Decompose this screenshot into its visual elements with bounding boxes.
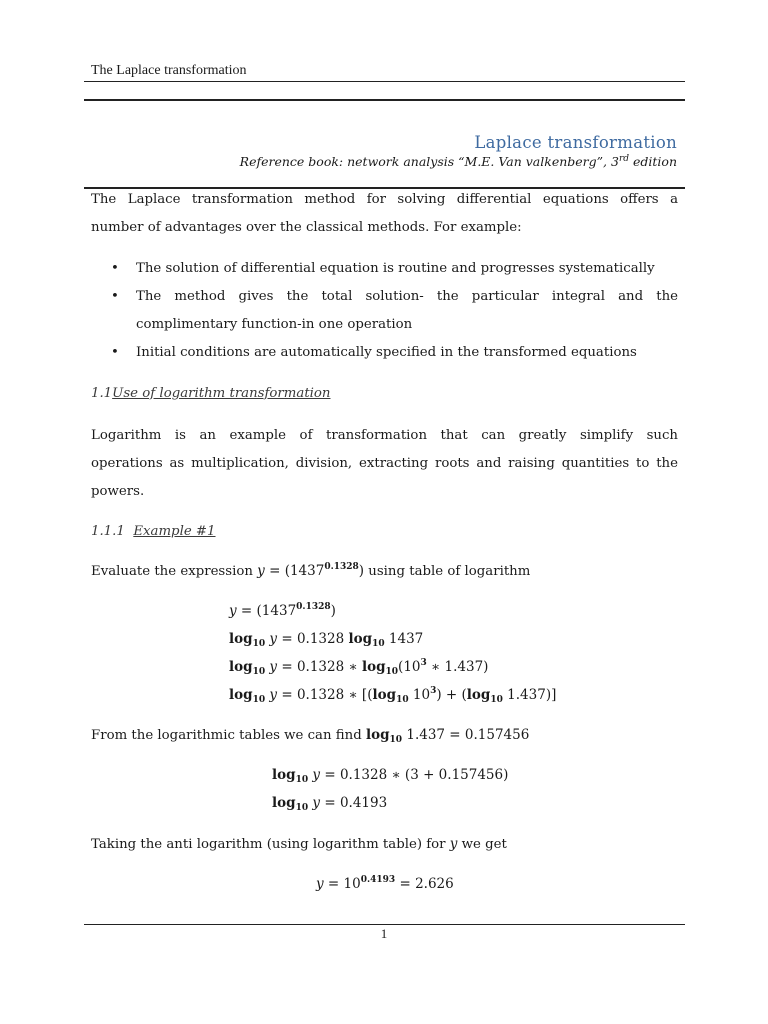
example-statement: Evaluate the expression $y = (1437^{0.1328})$ using table of logarithm [91,562,531,579]
bullet-icon: • [111,345,119,360]
document-title: Laplace transformation [474,133,677,152]
header-rule-thick [84,99,685,101]
list-item: • Initial conditions are automatically specified in the transformed equations [91,339,678,367]
header-rule-thin [84,81,685,82]
logarithm-line-3: powers. [91,484,145,499]
result-equation: $y = 10^{0.4193} = 2.626$ [316,875,454,892]
from-tables-statement: From the logarithmic tables we can find $\log_{10} 1.437 = 0.157456$ [91,727,530,745]
equation-line: $\log_{10} y = 0.1328$ ∗ [($\log_{10}$ $10^3) + (\log_{10}$ 1.437)] [229,686,557,705]
bullet-icon: • [111,261,119,276]
equation-line: $\log_{10} y = 0.1328$ ∗ $\log_{10}(10^3$ ∗ 1.437) [229,658,489,677]
equation-line: $y = (1437^{0.1328})$ [229,602,336,619]
logarithm-line-2: operations as multiplication, division, extracting roots and raising quantities to the [91,456,678,471]
section-heading-1-1 [91,386,330,401]
section-title: Example #1 [133,524,216,539]
section-number: 1.1 [91,386,113,401]
section-title: Use of logarithm transformation [112,386,331,401]
running-header-title: The Laplace transformation [91,63,247,78]
intro-line-1: The Laplace transformation method for solving differential equations offers a [91,192,678,207]
list-item: • The solution of differential equation is routine and progresses systematically [91,255,678,283]
logarithm-line-1: Logarithm is an example of transformation that can greatly simplify such [91,428,678,443]
equation-line: $\log_{10} y = 0.1328$ $\log_{10} 1437$ [229,631,424,649]
intro-paragraph [91,186,678,242]
section-number: 1.1.1 [91,524,125,539]
anti-logarithm-statement: Taking the anti logarithm (using logarithm table) for y we get [91,836,507,852]
table-lookup-equation: $\log_{10} 1.437 = 0.157456$ [365,727,530,745]
section-heading-1-1-1 [91,524,216,539]
expression-equation: $y = (1437^{0.1328})$ [257,562,365,579]
advantages-list [91,255,678,367]
equation-line: $\log_{10} y = 0.1328$ ∗ (3 + 0.157456) [272,767,509,785]
list-item: • The method gives the total solution- the particular integral and the complimentary function-in one operation [91,283,678,339]
intro-line-2: number of advantages over the classical methods. For example: [91,220,522,235]
reference-book-line: Reference book: network analysis “M.E. Van valkenberg”, 3rd edition [239,154,677,170]
footer-rule [84,924,685,925]
equation-line: $\log_{10} y = 0.4193$ [272,795,388,813]
page-number: 1 [380,926,388,941]
logarithm-paragraph [91,422,678,506]
bullet-icon: • [111,289,119,304]
